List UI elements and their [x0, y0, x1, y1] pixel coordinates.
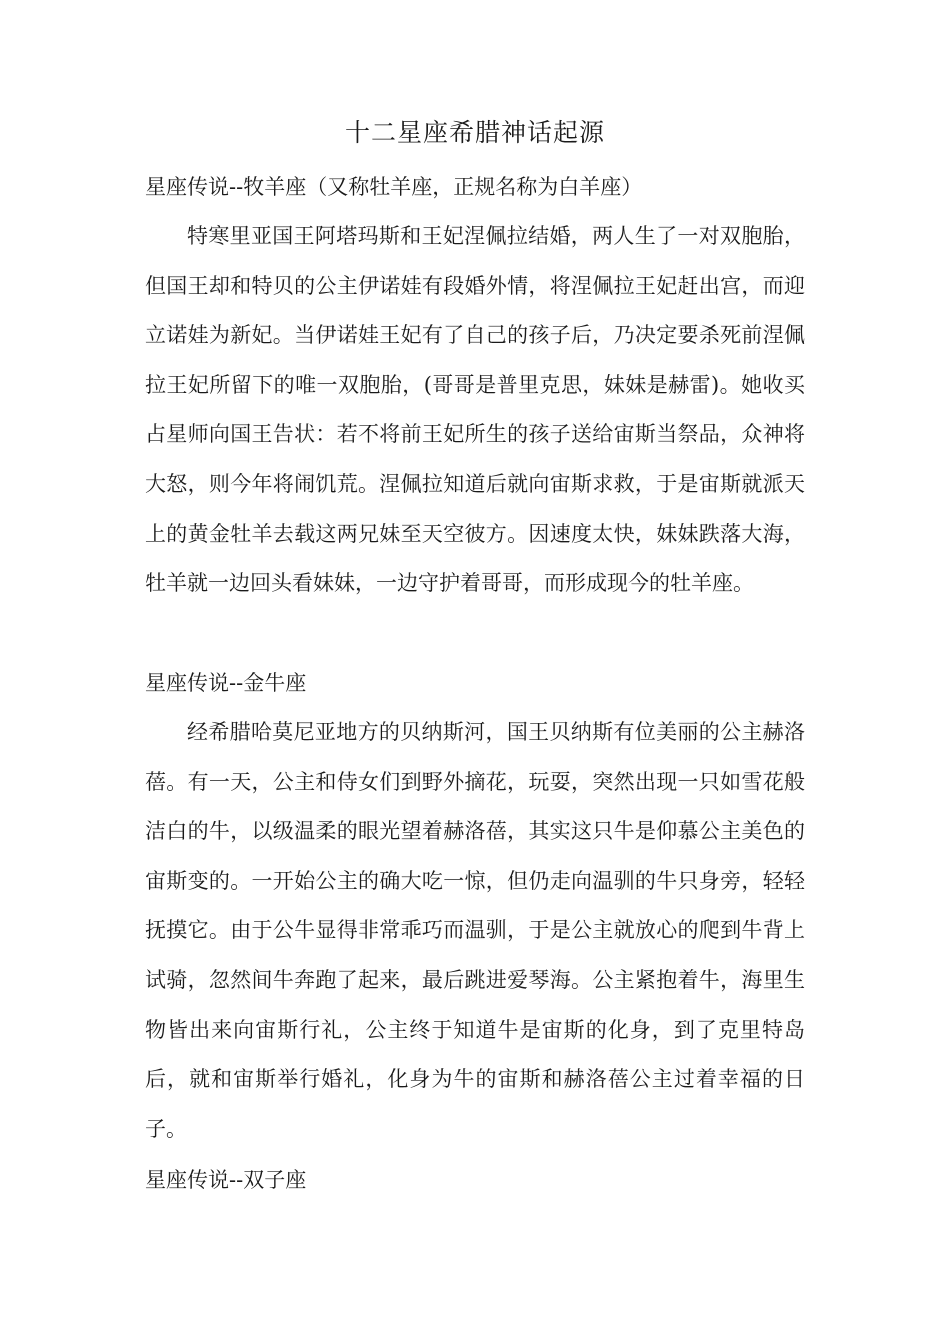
document-title: 十二星座希腊神话起源 — [344, 118, 605, 147]
section-body-taurus: 经希腊哈莫尼亚地方的贝纳斯河，国王贝纳斯有位美丽的公主赫洛蓓。有一天，公主和侍女们到野外摘花，玩耍，突然出现一只如雪花般洁白的牛，以级温柔的眼光望着赫洛蓓，其实这只牛是仰慕公主美色的宙斯变的。一开始公主的确大吃一惊，但仍走向温驯的牛只身旁，轻轻抚摸它。由于公牛显得非常乖巧而温驯，于是公主就放心的爬到牛背上试骑，忽然间牛奔跑了起来，最后跳进爱琴海。公主紧抱着牛，海里生物皆出来向宙斯行礼，公主终于知道牛是宙斯的化身，到了克里特岛后，就和宙斯举行婚礼，化身为牛的宙斯和赫洛蓓公主过着幸福的日子。 — [145, 720, 805, 1141]
section-heading-gemini: 星座传说--双子座 — [145, 1168, 307, 1192]
section-heading-taurus: 星座传说--金牛座 — [145, 671, 307, 695]
section-heading-aries: 星座传说--牧羊座（又称牡羊座，正规名称为白羊座） — [145, 175, 643, 199]
section-body-aries: 特寒里亚国王阿塔玛斯和王妃涅佩拉结婚，两人生了一对双胞胎，但国王却和特贝的公主伊诺娃有段婚外情，将涅佩拉王妃赶出宫，而迎立诺娃为新妃。当伊诺娃王妃有了自己的孩子后，乃决定要杀死前涅佩拉王妃所留下的唯一双胞胎，(哥哥是普里克思，妹妹是赫雷)。她收买占星师向国王告状：若不将前王妃所生的孩子送给宙斯当祭品，众神将大怒，则今年将闹饥荒。涅佩拉知道后就向宙斯求救，于是宙斯就派天上的黄金牡羊去载这两兄妹至天空彼方。因速度太快，妹妹跌落大海，牡羊就一边回头看妹妹，一边守护着哥哥，而形成现今的牡羊座。 — [145, 224, 805, 596]
